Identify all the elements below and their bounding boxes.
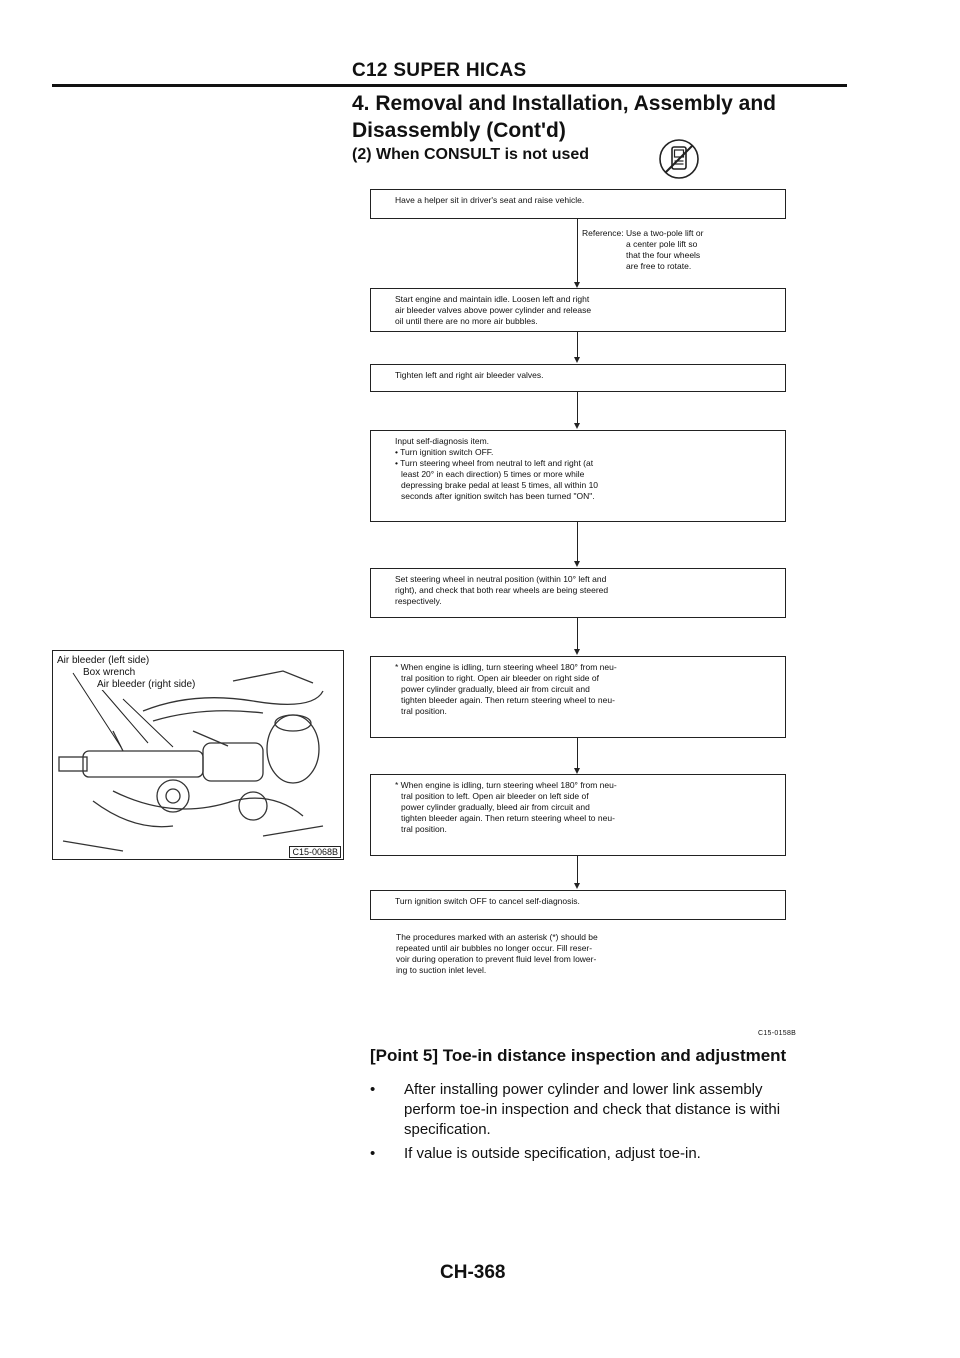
flow-step-4-line: depressing brake pedal at least 5 times, all within 10 — [401, 480, 599, 490]
flow-step-5-line: Set steering wheel in neutral position (within 10° left and — [395, 574, 607, 584]
bullet-1-line: After installing power cylinder and lower link assembly — [404, 1081, 763, 1098]
page-heading — [352, 90, 776, 144]
header-rule — [52, 84, 847, 87]
flow-step-6-line: tral position to right. Open air bleeder on right side of — [401, 673, 599, 683]
flow-connector-7 — [577, 856, 578, 886]
flow-step-6 — [370, 656, 786, 738]
flow-connector-6 — [577, 738, 578, 771]
flow-step-2-line: Start engine and maintain idle. Loosen left and right — [395, 294, 590, 304]
flow-step-6-line: power cylinder gradually, bleed air from circuit and — [401, 684, 590, 694]
bullet-1-line: perform toe-in inspection and check that distance is withi — [404, 1101, 781, 1118]
flow-connector-3 — [577, 392, 578, 426]
flowchart-code: C15-0158B — [758, 1030, 797, 1037]
reference-line: that the four wheels — [626, 250, 701, 260]
flow-step-4-line: least 20° in each direction) 5 times or more while — [401, 469, 585, 479]
reference-line: Reference: Use a two-pole lift or — [582, 228, 704, 238]
flow-step-2 — [370, 288, 786, 332]
flow-step-7 — [370, 774, 786, 856]
bullet-1-line: specification. — [404, 1121, 491, 1138]
subheading: (2) When CONSULT is not used — [352, 146, 590, 163]
point-5-heading: [Point 5] Toe-in distance inspection and adjustment — [370, 1046, 787, 1065]
flow-step-8-text: Turn ignition switch OFF to cancel self-diagnosis. — [395, 896, 580, 906]
flow-step-1-text: Have a helper sit in driver's seat and raise vehicle. — [395, 195, 585, 205]
flow-step-4-line: seconds after ignition switch has been turned "ON". — [401, 491, 595, 501]
bullet-dot: • — [370, 1081, 376, 1098]
reference-line: a center pole lift so — [626, 239, 698, 249]
air-bleeder-figure — [52, 650, 344, 860]
label-air-bleeder-right: Air bleeder (right side) — [97, 679, 196, 690]
page-number: CH-368 — [440, 1262, 506, 1283]
flow-step-3-text: Tighten left and right air bleeder valves. — [395, 370, 544, 380]
flow-step-4-line: • Turn ignition switch OFF. — [395, 447, 494, 457]
bullet-item-2 — [370, 1144, 930, 1164]
flow-step-6-line: * When engine is idling, turn steering wheel 180° from neu- — [395, 662, 617, 672]
flow-connector-1 — [577, 219, 578, 285]
note-line: The procedures marked with an asterisk (*) should be — [396, 932, 598, 942]
flow-connector-4 — [577, 522, 578, 564]
flow-step-7-line: * When engine is idling, turn steering wheel 180° from neu- — [395, 780, 617, 790]
heading-line-2: Disassembly (Cont'd) — [352, 119, 566, 142]
flow-connector-2 — [577, 332, 578, 360]
flow-step-7-line: power cylinder gradually, bleed air from circuit and — [401, 802, 590, 812]
flow-step-7-line: tral position. — [401, 824, 447, 834]
no-consult-icon — [656, 136, 702, 187]
flow-connector-5 — [577, 618, 578, 652]
asterisk-note — [396, 932, 598, 976]
note-line: voir during operation to prevent fluid level from lower- — [396, 954, 597, 964]
bullet-2-text: If value is outside specification, adjust toe-in. — [404, 1145, 701, 1162]
note-line: ing to suction inlet level. — [396, 965, 487, 975]
flow-arrow-3 — [574, 423, 580, 429]
flow-step-4-line: • Turn steering wheel from neutral to left and right (at — [395, 458, 594, 468]
note-line: repeated until air bubbles no longer occur. Fill reser- — [396, 943, 593, 953]
flow-step-3 — [370, 364, 786, 392]
flow-step-7-line: tral position to left. Open air bleeder on left side of — [401, 791, 589, 801]
heading-line-1: 4. Removal and Installation, Assembly and — [352, 92, 777, 115]
reference-line: are free to rotate. — [626, 261, 692, 271]
flow-arrow-2 — [574, 357, 580, 363]
flow-arrow-4 — [574, 561, 580, 567]
section-title: C12 SUPER HICAS — [352, 60, 527, 81]
flow-step-7-line: tighten bleeder again. Then return steering wheel to neu- — [401, 813, 615, 823]
figure-code: C15-0068B — [289, 846, 341, 858]
label-box-wrench: Box wrench — [83, 667, 136, 678]
flow-step-2-line: air bleeder valves above power cylinder and release — [395, 305, 592, 315]
flow-step-6-line: tighten bleeder again. Then return steering wheel to neu- — [401, 695, 615, 705]
flow-step-1 — [370, 189, 786, 219]
flow-step-8 — [370, 890, 786, 920]
flow-step-5 — [370, 568, 786, 618]
flow-step-2-line: oil until there are no more air bubbles. — [395, 316, 538, 326]
flow-step-6-line: tral position. — [401, 706, 447, 716]
reference-note — [582, 228, 703, 272]
flow-step-4-line: Input self-diagnosis item. — [395, 436, 490, 446]
bullet-dot: • — [370, 1145, 376, 1162]
flow-step-5-line: right), and check that both rear wheels are being steered — [395, 585, 609, 595]
flow-arrow-5 — [574, 649, 580, 655]
label-air-bleeder-left: Air bleeder (left side) — [57, 655, 150, 666]
flow-step-4 — [370, 430, 786, 522]
flow-step-5-line: respectively. — [395, 596, 442, 606]
flow-arrow-7 — [574, 883, 580, 889]
bullet-item-1 — [370, 1080, 930, 1140]
